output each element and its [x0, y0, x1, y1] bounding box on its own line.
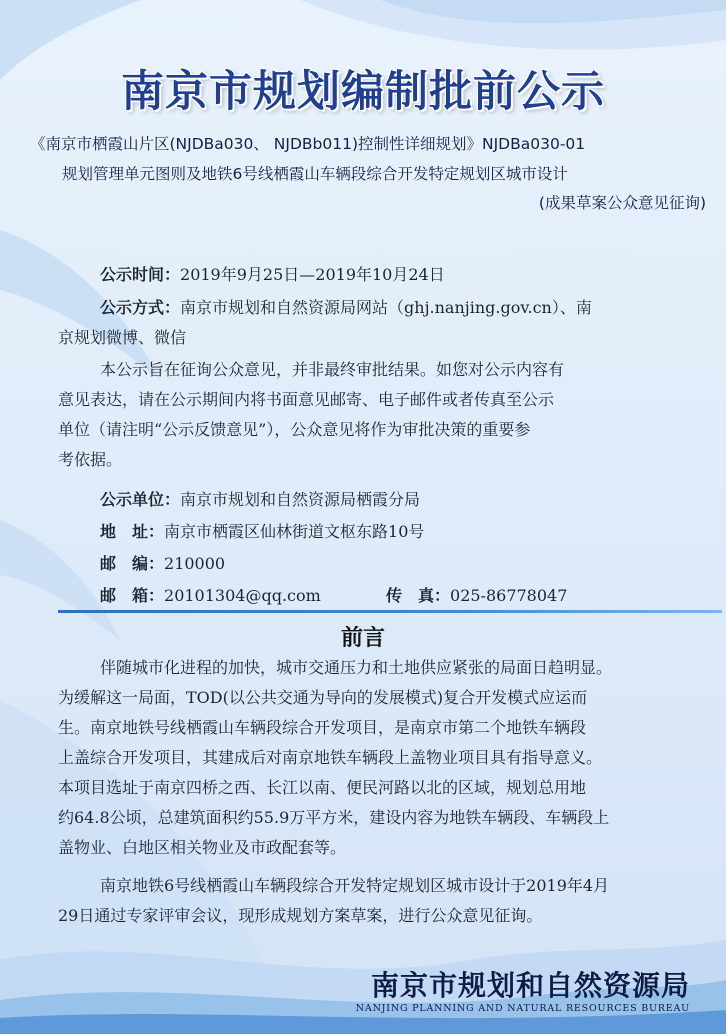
notice-unit-label: 公示单位： — [100, 490, 181, 509]
notice-address-label: 地 址： — [100, 522, 165, 541]
purpose-line-4: 考依据。 — [58, 450, 123, 469]
section-divider — [58, 610, 722, 613]
notice-postcode-label: 邮 编： — [100, 554, 165, 573]
preface-line-6: 约64.8公顷，总建筑面积约55.9万平方米，建设内容为地铁车辆段、车辆段上 — [58, 808, 610, 827]
footer-org-name-en: NANJING PLANNING AND NATURAL RESOURCES BUREAU — [355, 1003, 690, 1014]
preface-line-4: 上盖综合开发项目，其建成后对南京地铁车辆段上盖物业项目具有指导意义。 — [58, 748, 603, 767]
notice-address-value: 南京市栖霞区仙林街道文枢东路10号 — [164, 522, 425, 541]
preface-heading: 前言 — [340, 625, 385, 651]
subtitle-line-2: 规划管理单元图则及地铁6号线栖霞山车辆段综合开发特定规划区城市设计 — [62, 165, 568, 183]
notice-method-value: 南京市规划和自然资源局网站（ghj.nanjing.gov.cn）、南 — [180, 298, 592, 317]
notice-method-row-cont — [58, 324, 186, 351]
preface-line-9: 29日通过专家评审会议，现形成规划方案草案，进行公众意见征询。 — [58, 906, 543, 925]
notice-method-label: 公示方式： — [100, 298, 181, 317]
notice-time-label: 公示时间： — [100, 265, 181, 284]
notice-fax-row — [386, 582, 567, 609]
preface-line-7: 盖物业、白地区相关物业及市政配套等。 — [58, 838, 347, 857]
notice-unit-row — [100, 486, 420, 513]
page-title: 南京市规划编制批前公示 — [121, 67, 605, 117]
preface-line-3: 生。南京地铁号线栖霞山车辆段综合开发项目，是南京市第二个地铁车辆段 — [58, 718, 587, 737]
subtitle-line-3: (成果草案公众意见征询) — [538, 194, 706, 212]
notice-postcode-value: 210000 — [164, 554, 226, 573]
preface-line-8: 南京地铁6号线栖霞山车辆段综合开发特定规划区城市设计于2019年4月 — [100, 876, 610, 895]
notice-fax-value: 025-86778047 — [450, 586, 568, 605]
footer-org-name: 南京市规划和自然资源局 — [370, 969, 690, 1002]
purpose-line-3: 单位（请注明“公示反馈意见”），公众意见将作为审批决策的重要参 — [58, 420, 531, 439]
notice-email-label: 邮 箱： — [100, 586, 165, 605]
notice-fax-label: 传 真： — [386, 586, 451, 605]
notice-method-value-cont: 京规划微博、微信 — [58, 328, 187, 347]
notice-time-row — [100, 261, 445, 288]
notice-email-row — [100, 582, 321, 609]
notice-method-row — [100, 294, 592, 321]
purpose-line-2: 意见表达，请在公示期间内将书面意见邮寄、电子邮件或者传真至公示 — [58, 390, 555, 409]
notice-postcode-row — [100, 550, 225, 577]
subtitle-line-1: 《南京市栖霞山片区(NJDBa030、 NJDBb011)控制性详细规划》NJDBa030-01 — [30, 135, 586, 153]
notice-email-value: 20101304@qq.com — [164, 586, 321, 605]
notice-time-value: 2019年9月25日—2019年10月24日 — [180, 265, 445, 284]
preface-line-2: 为缓解这一局面，TOD(以公共交通为导向的发展模式)复合开发模式应运而 — [58, 688, 588, 707]
notice-unit-value: 南京市规划和自然资源局栖霞分局 — [180, 490, 421, 509]
preface-line-5: 本项目选址于南京四桥之西、长江以南、便民河路以北的区域，规划总用地 — [58, 778, 587, 797]
preface-line-1: 伴随城市化进程的加快，城市交通压力和土地供应紧张的局面日趋明显。 — [100, 658, 613, 677]
purpose-line-1: 本公示旨在征询公众意见，并非最终审批结果。如您对公示内容有 — [100, 360, 565, 379]
notice-address-row — [100, 518, 424, 545]
